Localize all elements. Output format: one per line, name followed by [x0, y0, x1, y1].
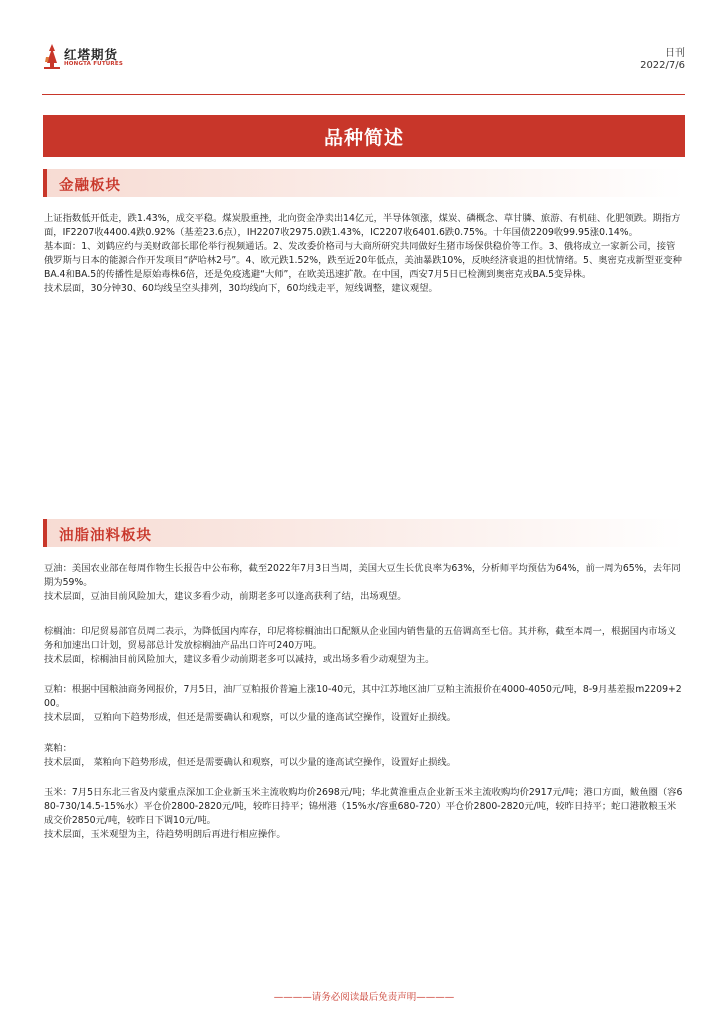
- tower-logo-icon: [42, 43, 62, 69]
- corn-paragraph: 玉米：7月5日东北三省及内蒙重点深加工企业新玉米主流收购均价2698元/吨；华北黄淮重点企业新玉米主流收购均价2917元/吨；港口方面，鲅鱼圈（容680-730/14.5-15%水）平仓价2800-2820元/吨，较昨日持平；锦州港（15%水/容重680-720）平仓价2800-2820元/吨，较昨日持平；蛇口港散粮玉米成交价2850元/吨，较昨日下调10元/吨。 技术层面，玉米观望为主，待趋势明朗后再进行相应操作。: [44, 787, 683, 841]
- main-title: 品种简述: [323, 126, 404, 149]
- rapeseed-meal-paragraph: 菜粕： 技术层面， 菜粕向下趋势形成，但还是需要确认和观察，可以少量的逢高试空操作，设置好止损线。: [44, 743, 457, 769]
- section-title: 金融板块: [59, 178, 121, 194]
- soybean-oil-paragraph: 豆油：美国农业部在每周作物生长报告中公布称，截至2022年7月3日当周，美国大豆生长优良率为63%，分析师平均预估为64%，前一周为65%，去年同期为59%。 技术层面，豆油目前风险加大，建议多看少动，前期老多可以逢高获利了结，出场观望。: [44, 563, 681, 603]
- header-divider: [42, 94, 685, 95]
- disclaimer-footer: ————请务必阅读最后免责声明————: [273, 992, 455, 1003]
- section-stripe: [43, 519, 47, 547]
- finance-paragraph: 上证指数低开低走，跌1.43%，成交平稳。煤炭股重挫，北向资金净卖出14亿元，半导体领涨，煤炭、磷概念、草甘膦、旅游、有机硅、化肥领跌。期指方面，IF2207收4400.4跌0.92%（基差23.6点），IH2207收2975.0跌1.43%，IC2207收6401.6跌0.75%。十年国债2209收99.95涨0.14%。 基本面：1、刘鹤应约与美财政部长耶伦举行视频通话。2、发改委价格司与大商所研究共同做好生猪市场保供稳价等工作。3、俄将成立一家新公司，接管俄罗斯与日本的能源合作开发项目“萨哈林2号”。4、欧元跌1.52%，跌至近20年低点，美油暴跌10%，反映经济衰退的担忧情绪。5、奥密克戎新型亚变种BA.4和BA.5的传播性是原始毒株6倍，还是免疫逃避“大师”，在欧美迅速扩散。在中国，西安7月5日已检测到奥密克戎BA.5变异株。 技术层面，30分钟30、60均线呈空头排列，30均线向下，60均线走平，短线调整，建议观望。: [44, 213, 682, 295]
- palm-oil-paragraph: 棕榈油：印尼贸易部官员周二表示，为降低国内库存，印尼将棕榈油出口配额从企业国内销售量的五倍调高至七倍。其并称，截至本周一，根据国内市场义务和加速出口计划，贸易部总计发放棕榈油产品出口许可240万吨。 技术层面，棕榈油目前风险加大，建议多看少动前期老多可以减持，或出场多看少动观望为主。: [44, 626, 677, 666]
- section-header-oils: [43, 519, 685, 547]
- section-header-finance: [43, 169, 685, 197]
- section-title: 油脂油料板块: [59, 528, 152, 544]
- report-type: 日刊: [665, 48, 685, 59]
- section-stripe: [43, 169, 47, 197]
- report-date: 2022/7/6: [640, 60, 685, 71]
- company-logo: [42, 43, 132, 71]
- company-name-en: HONGTA FUTURES: [64, 61, 123, 67]
- soybean-meal-paragraph: 豆粕：根据中国粮油商务网报价，7月5日，油厂豆粕报价普遍上涨10-40元，其中江苏地区油厂豆粕主流报价在4000-4050元/吨，8-9月基差报m2209+200。 技术层面， 豆粕向下趋势形成，但还是需要确认和观察，可以少量的逢高试空操作，设置好止损线。: [44, 684, 682, 724]
- company-name-cn: 红塔期货: [64, 47, 119, 62]
- main-title-banner: [43, 115, 685, 157]
